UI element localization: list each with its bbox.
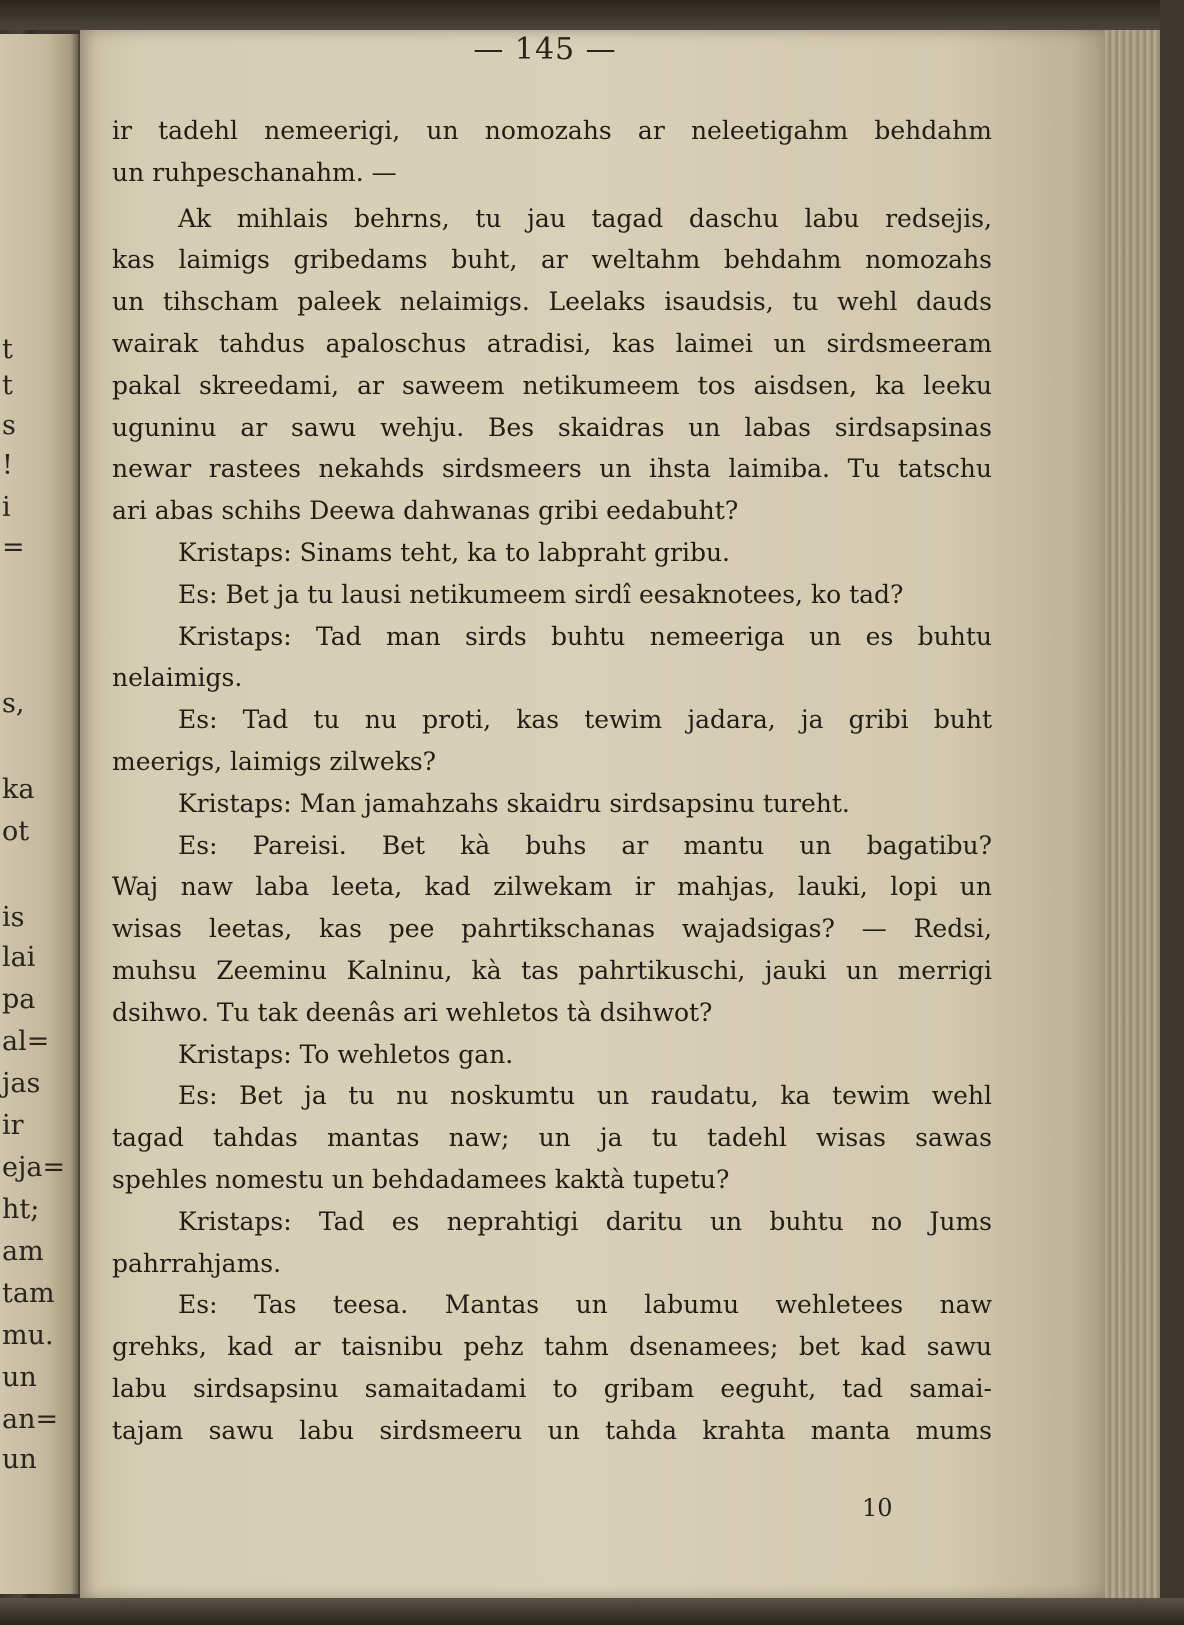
previous-page-fragment: an= bbox=[2, 1404, 59, 1435]
dialogue-line: Es: Tas teesa. Mantas un labumu wehletees naw bbox=[178, 1290, 992, 1320]
previous-page-fragment: eja= bbox=[2, 1152, 66, 1183]
previous-page-fragment: al= bbox=[2, 1026, 50, 1057]
previous-page-fragment: pa bbox=[2, 984, 36, 1015]
text-line: pakal skreedami, ar saweem netikumeem tos aisdsen, ka leeku bbox=[112, 370, 992, 400]
text-line: pahrrahjams. bbox=[112, 1248, 282, 1278]
previous-page-fragment: is bbox=[2, 902, 25, 933]
text-line: nelaimigs. bbox=[112, 663, 243, 693]
previous-page-fragment: mu. bbox=[2, 1320, 54, 1351]
text-line: grehks, kad ar taisnibu pehz tahm dsenamees; bet kad sawu bbox=[112, 1332, 992, 1362]
text-line: kas laimigs gribedams buht, ar weltahm behdahm nomozahs bbox=[112, 245, 992, 275]
text-line: spehles nomestu un behdadamees kaktà tupetu? bbox=[112, 1164, 730, 1194]
text-line: wisas leetas, kas pee pahrtikschanas wajadsigas? — Redsi, bbox=[112, 914, 992, 944]
previous-page-fragment: lai bbox=[2, 942, 36, 973]
previous-page-fragment: t bbox=[2, 334, 13, 365]
dialogue-line: Kristaps: Man jamahzahs skaidru sirdsapsinu tureht. bbox=[178, 788, 850, 818]
text-line: dsihwo. Tu tak deenâs ari wehletos tà dsihwot? bbox=[112, 997, 713, 1027]
page-number: — 145 — bbox=[473, 32, 617, 67]
previous-page-fragment: = bbox=[2, 532, 25, 563]
dialogue-line: Es: Pareisi. Bet kà buhs ar mantu un bagatibu? bbox=[178, 830, 992, 860]
text-line: ari abas schihs Deewa dahwanas gribi eedabuht? bbox=[112, 496, 739, 526]
previous-page-fragment: un bbox=[2, 1444, 37, 1475]
previous-page-fragment: jas bbox=[2, 1068, 41, 1099]
text-line: wairak tahdus apaloschus atradisi, kas laimei un sirdsmeeram bbox=[112, 328, 992, 358]
previous-page-fragment: t bbox=[2, 370, 13, 401]
dialogue-line: Kristaps: Sinams teht, ka to labpraht gribu. bbox=[178, 537, 731, 567]
text-line: uguninu ar sawu wehju. Bes skaidras un labas sirdsapsinas bbox=[112, 412, 992, 442]
text-line: Waj naw laba leeta, kad zilwekam ir mahjas, lauki, lopi un bbox=[112, 872, 992, 902]
text-line: un tihscham paleek nelaimigs. Leelaks isaudsis, tu wehl dauds bbox=[112, 287, 992, 317]
text-line: meerigs, laimigs zilweks? bbox=[112, 746, 437, 776]
dialogue-line: Es: Bet ja tu nu noskumtu un raudatu, ka tewim wehl bbox=[178, 1081, 992, 1111]
body-text bbox=[112, 110, 992, 1452]
book-cover-edge bbox=[1160, 0, 1184, 1625]
text-line: ir tadehl nemeerigi, un nomozahs ar neleetigahm behdahm bbox=[112, 116, 992, 145]
scanner-top-edge bbox=[0, 0, 1184, 30]
previous-page-fragment: ht; bbox=[2, 1194, 40, 1225]
previous-page-fragment: i bbox=[2, 492, 11, 523]
text-line: un ruhpeschanahm. — bbox=[112, 157, 397, 187]
previous-page-fragment: ! bbox=[2, 450, 13, 481]
dialogue-line: Kristaps: Tad man sirds buhtu nemeeriga un es buhtu bbox=[178, 621, 992, 651]
text-line: muhsu Zeeminu Kalninu, kà tas pahrtikuschi, jauki un merrigi bbox=[112, 955, 992, 985]
previous-page-fragment: tam bbox=[2, 1278, 55, 1309]
previous-page-fragment: s, bbox=[2, 688, 25, 719]
previous-page-sliver bbox=[0, 34, 80, 1594]
previous-page-fragment: am bbox=[2, 1236, 44, 1267]
text-line: newar rastees nekahds sirdsmeers un ihsta laimiba. Tu tatschu bbox=[112, 454, 992, 484]
scanner-bottom-edge bbox=[0, 1598, 1184, 1625]
dialogue-line: Kristaps: To wehletos gan. bbox=[178, 1039, 514, 1069]
previous-page-fragment: un bbox=[2, 1362, 37, 1393]
text-line: labu sirdsapsinu samaitadami to gribam eeguht, tad samai- bbox=[112, 1373, 992, 1403]
text-line: Ak mihlais behrns, tu jau tagad daschu labu redsejis, bbox=[178, 203, 992, 233]
previous-page-fragment: ka bbox=[2, 774, 35, 805]
text-line: tajam sawu labu sirdsmeeru un tahda krahta manta mums bbox=[112, 1415, 992, 1445]
signature-mark: 10 bbox=[862, 1494, 893, 1522]
previous-page-fragment: ot bbox=[2, 816, 30, 847]
previous-page-fragment: ir bbox=[2, 1110, 24, 1141]
text-line: tagad tahdas mantas naw; un ja tu tadehl wisas sawas bbox=[112, 1123, 992, 1153]
previous-page-fragment: s bbox=[2, 410, 16, 441]
dialogue-line: Kristaps: Tad es neprahtigi daritu un buhtu no Jums bbox=[178, 1206, 992, 1236]
dialogue-line: Es: Bet ja tu lausi netikumeem sirdî eesaknotees, ko tad? bbox=[178, 579, 904, 609]
dialogue-line: Es: Tad tu nu proti, kas tewim jadara, ja gribi buht bbox=[178, 705, 992, 735]
